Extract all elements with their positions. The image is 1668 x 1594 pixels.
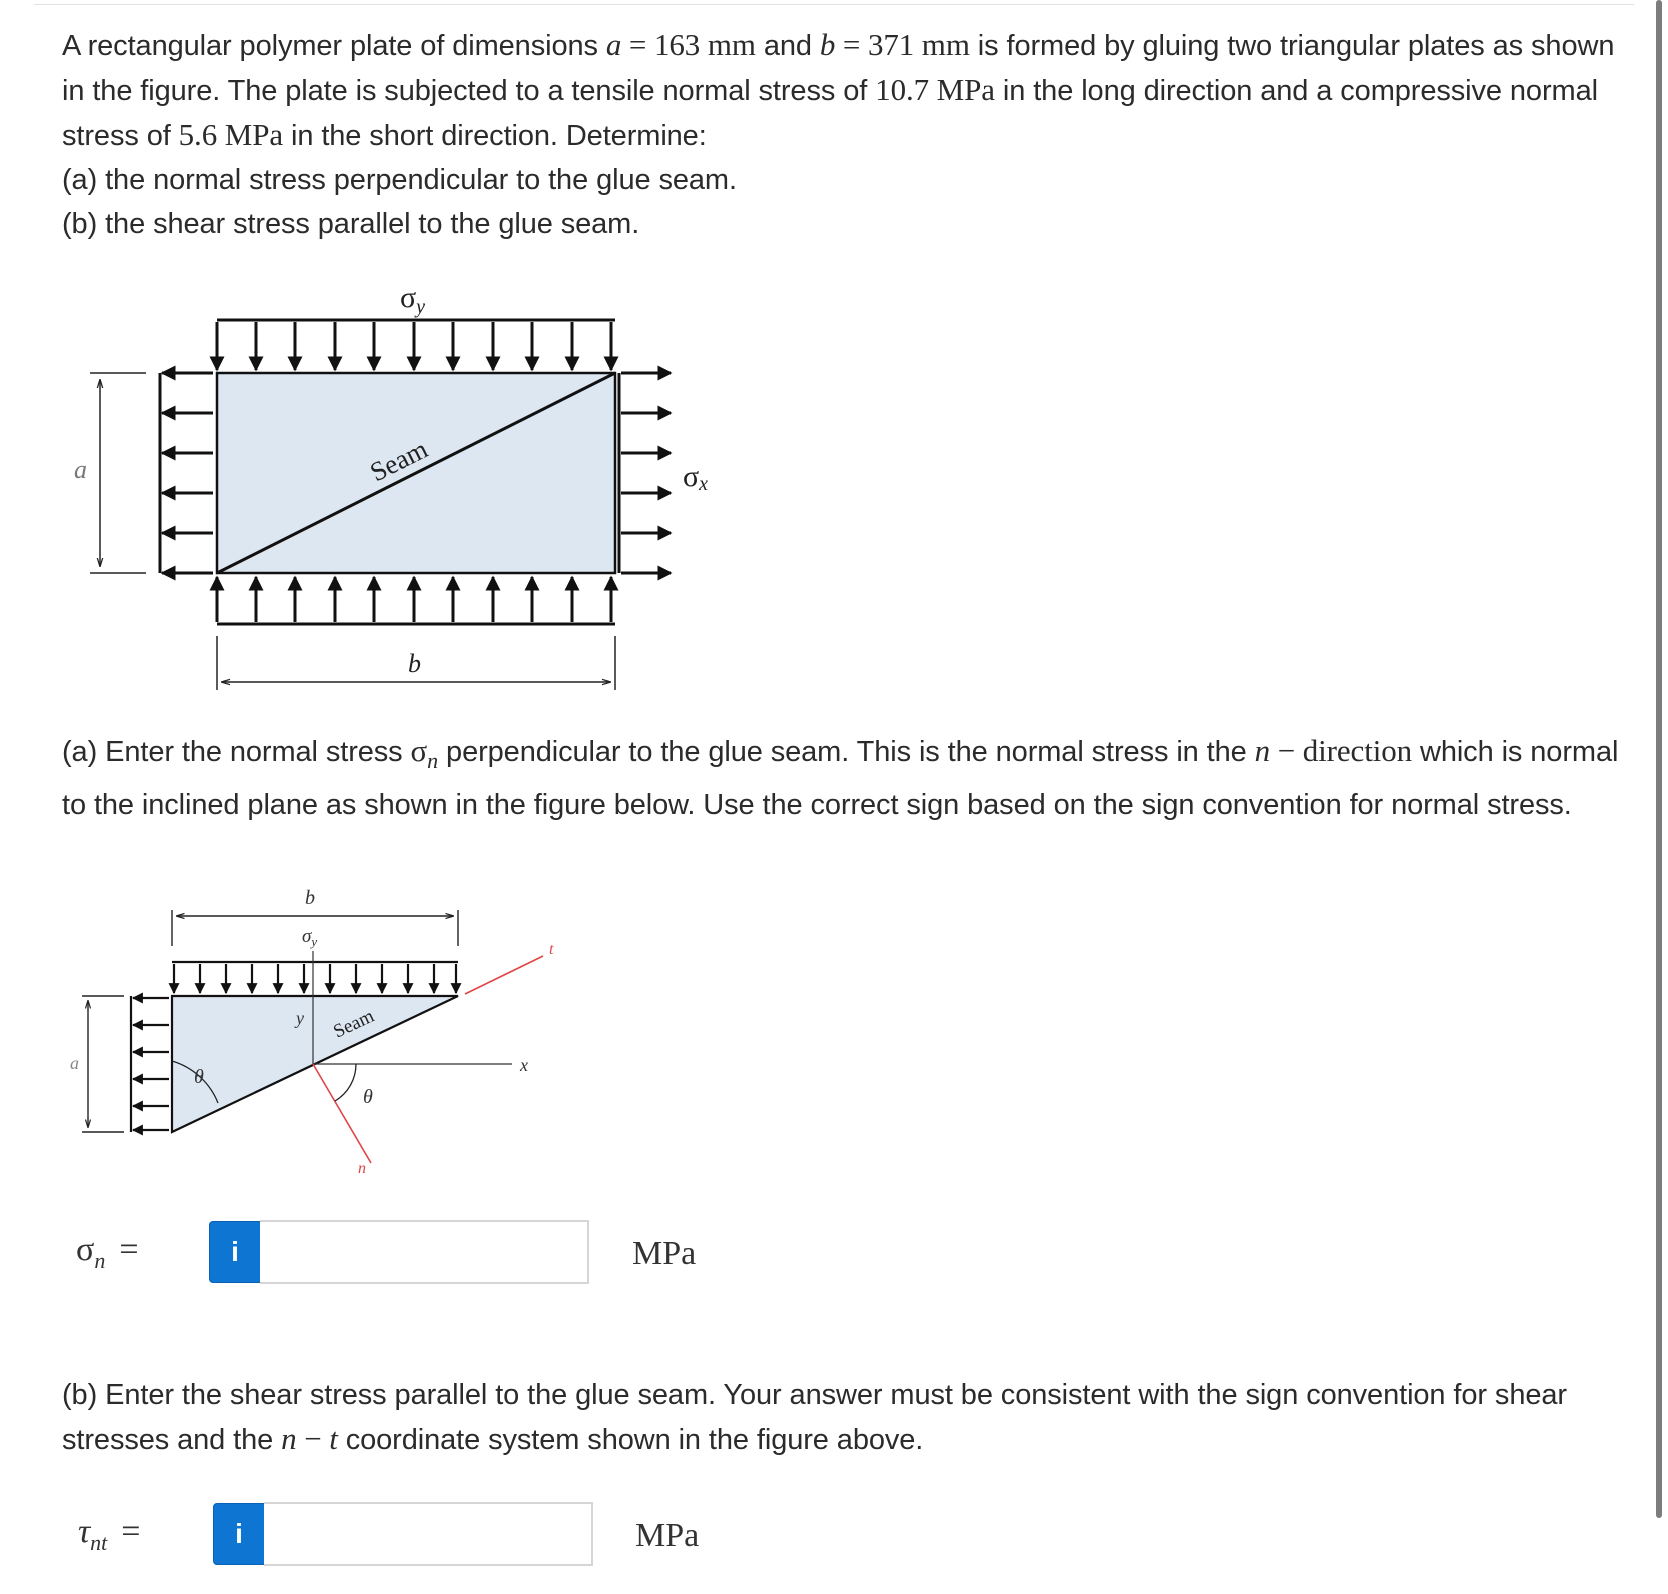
n-symbol: n <box>1254 733 1271 768</box>
t-axis-label: t <box>549 941 554 958</box>
task-b: (b) the shear stress parallel to the glue seam. <box>62 208 640 240</box>
x-axis-label: x <box>520 1055 528 1075</box>
part-a-text: (a) Enter the normal stress <box>62 736 411 768</box>
part-a-text: which is normal to the inclined plane as shown in the figure below. Use the correct sign based on the sign convention for normal stress. <box>62 736 1619 821</box>
tau-nt-input[interactable] <box>264 1502 593 1566</box>
theta-label: θ <box>363 1086 373 1108</box>
intro-text: in the long direction and a compressive normal stress of <box>62 75 1598 152</box>
n-axis-label: n <box>358 1160 366 1177</box>
dash: − <box>1270 733 1303 768</box>
b-symbol: b <box>819 27 836 62</box>
nt-axes <box>313 956 543 1163</box>
part-a-text: perpendicular to the glue seam. This is the normal stress in the <box>438 736 1255 768</box>
n-symbol: n <box>281 1421 297 1456</box>
sigma-subscript: n <box>427 747 439 773</box>
left-load-arrows <box>131 996 169 1132</box>
equals-sign: = <box>835 27 868 62</box>
dimension-a <box>82 996 124 1132</box>
y-axis-label: y <box>296 1008 304 1028</box>
info-icon-button[interactable]: i <box>209 1221 261 1283</box>
dash: − <box>296 1421 330 1456</box>
sigma-y-label: $\sigma_y$ <box>302 926 318 949</box>
sigma-y-label: $\sigma_y$ <box>400 281 426 318</box>
a-dimension-label: a <box>74 455 87 484</box>
dimension-a <box>90 373 146 573</box>
info-icon-button[interactable]: i <box>213 1503 265 1565</box>
intro-text: A rectangular polymer plate of dimensions <box>62 30 606 62</box>
b-dimension-label: b <box>305 887 315 909</box>
plate <box>217 373 615 573</box>
seam-label: Seam <box>365 433 433 488</box>
sigma-y-value: 5.6 MPa <box>178 117 284 152</box>
part-b-instructions <box>62 1373 1622 1462</box>
triangle-figure <box>0 880 620 1190</box>
a-value: 163 mm <box>653 27 756 62</box>
sigma-x-label: σx <box>683 460 709 495</box>
sigma-x-value: 10.7 MPa <box>875 72 995 107</box>
intro-text: is formed by gluing two triangular plates as shown in the figure. The plate is subjected to a tensile normal stress of <box>62 30 1615 107</box>
a-symbol: a <box>605 27 622 62</box>
a-dimension-label: a <box>70 1053 79 1073</box>
part-b-text: coordinate system shown in the figure above. <box>337 1424 924 1456</box>
intro-text: in the short direction. Determine: <box>283 120 707 152</box>
part-a-instructions <box>62 729 1622 827</box>
plate-figure <box>0 0 1668 720</box>
sigma-symbol: σ <box>410 733 428 768</box>
task-a: (a) the normal stress perpendicular to the glue seam. <box>62 164 737 196</box>
tau-nt-label: $\tau_{nt}$ = <box>78 1513 141 1555</box>
and-text: and <box>755 30 820 62</box>
seam-label: Seam <box>330 1005 378 1043</box>
b-dimension-label: b <box>408 649 421 678</box>
theta-label: θ <box>194 1066 204 1088</box>
top-load-arrows <box>172 962 458 993</box>
sigma-n-label: $\sigma_n$ = <box>76 1231 139 1273</box>
equals-sign: = <box>621 27 654 62</box>
right-load-arrows <box>619 373 671 573</box>
direction-word: direction <box>1302 733 1413 768</box>
top-load-arrows <box>217 320 615 370</box>
t-symbol: t <box>329 1421 338 1456</box>
part-b-text: (b) Enter the shear stress parallel to the glue seam. Your answer must be consistent with the sign convention for shear stresses and the <box>62 1379 1567 1456</box>
bottom-load-arrows <box>217 577 615 624</box>
tau-nt-unit: MPa <box>635 1517 700 1554</box>
left-load-arrows <box>160 373 213 573</box>
sigma-n-input[interactable] <box>260 1220 589 1284</box>
b-value: 371 mm <box>867 27 970 62</box>
sigma-n-unit: MPa <box>632 1235 697 1272</box>
